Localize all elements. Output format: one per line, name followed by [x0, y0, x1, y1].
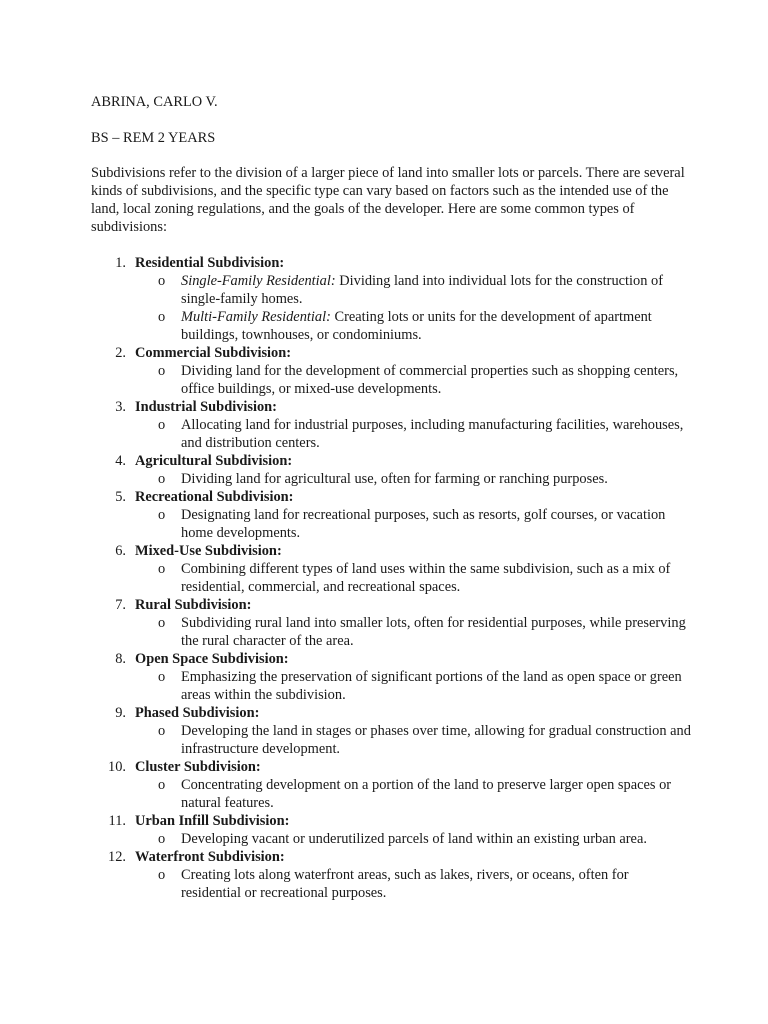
hollow-circle-bullet-icon: o	[158, 867, 166, 883]
type-number: 11.	[108, 813, 126, 829]
type-heading	[91, 452, 691, 470]
sub-item	[158, 416, 691, 452]
type-number: 2.	[115, 345, 126, 361]
type-title: Urban Infill Subdivision:	[135, 813, 290, 829]
type-heading	[91, 650, 691, 668]
type-heading	[91, 812, 691, 830]
hollow-circle-bullet-icon: o	[158, 363, 166, 379]
list-item	[91, 254, 691, 344]
sub-item-text: Developing the land in stages or phases over time, allowing for gradual construction and infrastructure development.	[181, 723, 691, 757]
type-title: Open Space Subdivision:	[135, 651, 289, 667]
sub-item	[158, 722, 691, 758]
program-line: BS – REM 2 YEARS	[91, 130, 216, 146]
type-number: 1.	[115, 255, 126, 271]
type-number: 6.	[115, 543, 126, 559]
sub-item-text: Allocating land for industrial purposes, including manufacturing facilities, warehouses, and distribution centers.	[181, 417, 684, 451]
hollow-circle-bullet-icon: o	[158, 273, 166, 289]
sub-item	[158, 506, 691, 542]
type-number: 4.	[115, 453, 126, 469]
type-heading	[91, 254, 691, 272]
list-item	[91, 542, 691, 596]
hollow-circle-bullet-icon: o	[158, 615, 166, 631]
sub-item	[158, 776, 691, 812]
type-heading	[91, 488, 691, 506]
sub-item	[158, 668, 691, 704]
list-item	[91, 758, 691, 812]
type-number: 7.	[115, 597, 126, 613]
hollow-circle-bullet-icon: o	[158, 561, 166, 577]
sub-item-text: Creating lots or units for the development of apartment buildings, townhouses, or condominiums.	[181, 309, 652, 343]
type-title: Rural Subdivision:	[135, 597, 252, 613]
type-title: Residential Subdivision:	[135, 255, 285, 271]
author-name: ABRINA, CARLO V.	[91, 94, 218, 110]
list-item	[91, 848, 691, 902]
sub-list	[91, 470, 691, 488]
list-item	[91, 488, 691, 542]
type-heading	[91, 758, 691, 776]
sub-list	[91, 866, 691, 902]
sub-item-lead: Multi-Family Residential:	[181, 309, 331, 325]
sub-list	[91, 668, 691, 704]
sub-item-text: Combining different types of land uses within the same subdivision, such as a mix of residential, commercial, and recreational spaces.	[181, 561, 671, 595]
sub-list	[91, 722, 691, 758]
list-item	[91, 452, 691, 488]
list-item	[91, 650, 691, 704]
sub-list	[91, 830, 691, 848]
hollow-circle-bullet-icon: o	[158, 507, 166, 523]
type-heading	[91, 596, 691, 614]
type-title: Industrial Subdivision:	[135, 399, 277, 415]
hollow-circle-bullet-icon: o	[158, 471, 166, 487]
type-heading	[91, 848, 691, 866]
sub-item-text: Designating land for recreational purposes, such as resorts, golf courses, or vacation home developments.	[181, 507, 666, 541]
list-item	[91, 596, 691, 650]
sub-list	[91, 506, 691, 542]
hollow-circle-bullet-icon: o	[158, 309, 166, 325]
list-item	[91, 398, 691, 452]
list-item	[91, 812, 691, 848]
type-heading	[91, 398, 691, 416]
sub-item-text: Dividing land into individual lots for the construction of single-family homes.	[181, 273, 664, 307]
sub-item-text: Dividing land for the development of commercial properties such as shopping centers, office buildings, or mixed-use developments.	[181, 363, 679, 397]
sub-item-lead: Single-Family Residential:	[181, 273, 336, 289]
sub-list	[91, 560, 691, 596]
type-number: 12.	[108, 849, 126, 865]
type-title: Waterfront Subdivision:	[135, 849, 285, 865]
sub-item-text: Developing vacant or underutilized parcels of land within an existing urban area.	[181, 831, 647, 847]
sub-item	[158, 272, 691, 308]
subdivision-types-list	[91, 254, 691, 902]
hollow-circle-bullet-icon: o	[158, 831, 166, 847]
intro-paragraph: Subdivisions refer to the division of a larger piece of land into smaller lots or parcels. There are several kinds of subdivisions, and the specific type can vary based on factors such as the intended use of the land, local zoning regulations, and the goals of the developer. Here are some common types of subdivisions:	[91, 165, 685, 235]
sub-list	[91, 272, 691, 344]
sub-list	[91, 776, 691, 812]
type-heading	[91, 344, 691, 362]
sub-list	[91, 614, 691, 650]
type-title: Commercial Subdivision:	[135, 345, 292, 361]
sub-item	[158, 866, 691, 902]
hollow-circle-bullet-icon: o	[158, 777, 166, 793]
sub-item-text: Dividing land for agricultural use, often for farming or ranching purposes.	[181, 471, 608, 487]
hollow-circle-bullet-icon: o	[158, 723, 166, 739]
sub-item	[158, 308, 691, 344]
sub-item	[158, 614, 691, 650]
type-number: 5.	[115, 489, 126, 505]
type-title: Cluster Subdivision:	[135, 759, 261, 775]
sub-item-text: Concentrating development on a portion of the land to preserve larger open spaces or natural features.	[181, 777, 672, 811]
sub-item-text: Subdividing rural land into smaller lots, often for residential purposes, while preserving the rural character of the area.	[181, 615, 686, 649]
type-heading	[91, 542, 691, 560]
type-title: Recreational Subdivision:	[135, 489, 294, 505]
type-number: 10.	[108, 759, 126, 775]
hollow-circle-bullet-icon: o	[158, 669, 166, 685]
list-item	[91, 704, 691, 758]
sub-list	[91, 416, 691, 452]
sub-item-text: Emphasizing the preservation of significant portions of the land as open space or green areas within the subdivision.	[181, 669, 682, 703]
sub-item	[158, 470, 691, 488]
sub-item	[158, 362, 691, 398]
type-title: Phased Subdivision:	[135, 705, 260, 721]
type-title: Agricultural Subdivision:	[135, 453, 293, 469]
type-number: 3.	[115, 399, 126, 415]
type-title: Mixed-Use Subdivision:	[135, 543, 282, 559]
hollow-circle-bullet-icon: o	[158, 417, 166, 433]
list-item	[91, 344, 691, 398]
type-heading	[91, 704, 691, 722]
sub-item	[158, 560, 691, 596]
sub-item-text: Creating lots along waterfront areas, such as lakes, rivers, or oceans, often for residential or recreational purposes.	[181, 867, 629, 901]
sub-list	[91, 362, 691, 398]
sub-item	[158, 830, 691, 848]
type-number: 9.	[115, 705, 126, 721]
type-number: 8.	[115, 651, 126, 667]
